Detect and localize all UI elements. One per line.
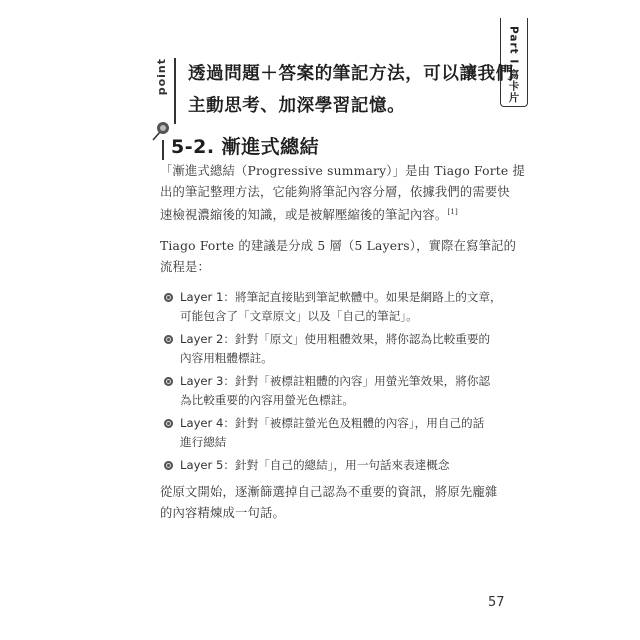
section-heading: 5-2. 漸進式總結 <box>171 136 320 158</box>
conclusion-paragraph <box>160 482 498 523</box>
bullet-icon <box>164 377 173 386</box>
intro-paragraph <box>160 161 526 226</box>
intro-line-3: 速檢視濃縮後的知識，或是被解壓縮後的筆記內容。 <box>160 208 448 223</box>
bullet-icon <box>164 293 173 302</box>
reference-marker: [1] <box>447 208 458 216</box>
list-item: Layer 4：針對「被標註螢光色及粗體的內容」，用自己的話 進行總結 <box>162 414 502 452</box>
intro-line-1: 「漸進式總結（Progressive summary）」是由 Tiago Forte 提 <box>160 164 526 178</box>
list-item: Layer 2：針對「原文」使用粗體效果，將你認為比較重要的 內容用粗體標註。 <box>162 330 502 368</box>
bullet-icon <box>164 335 173 344</box>
page-number: 57 <box>488 595 505 610</box>
point-line-1: 透過問題＋答案的筆記方法，可以讓我們 <box>188 64 514 84</box>
heading-divider <box>162 140 164 160</box>
point-line-2: 主動思考、加深學習記憶。 <box>188 96 406 116</box>
intro-line-2: 出的筆記整理方法，它能夠將筆記內容分層，依據我們的需要快 <box>160 184 510 199</box>
layers-intro-line-2: 流程是： <box>160 259 210 274</box>
layers-list <box>162 288 502 479</box>
bullet-icon <box>164 419 173 428</box>
conclusion-line-1: 從原文開始，逐漸篩選掉自己認為不重要的資訊，將原先龐雜 <box>160 485 498 499</box>
conclusion-line-2: 的內容精煉成一句話。 <box>160 505 285 520</box>
bullet-icon <box>164 461 173 470</box>
list-item: Layer 3：針對「被標註粗體的內容」用螢光筆效果，將你認 為比較重要的內容用螢光色標註。 <box>162 372 502 410</box>
chapter-tab-label: Part I 寫卡片 <box>507 26 520 104</box>
layers-intro-line-1: Tiago Forte 的建議是分成 5 層（5 Layers），實際在寫筆記的 <box>160 239 517 253</box>
pushpin-icon <box>150 120 172 142</box>
list-item: Layer 5：針對「自己的總結」，用一句話來表達概念 <box>162 456 502 475</box>
list-item: Layer 1：將筆記直接貼到筆記軟體中。如果是網路上的文章， 可能包含了「文章原文」以及「自己的筆記」。 <box>162 288 502 326</box>
point-divider <box>174 58 176 124</box>
layers-intro-paragraph <box>160 236 517 277</box>
point-label: point <box>155 58 168 96</box>
